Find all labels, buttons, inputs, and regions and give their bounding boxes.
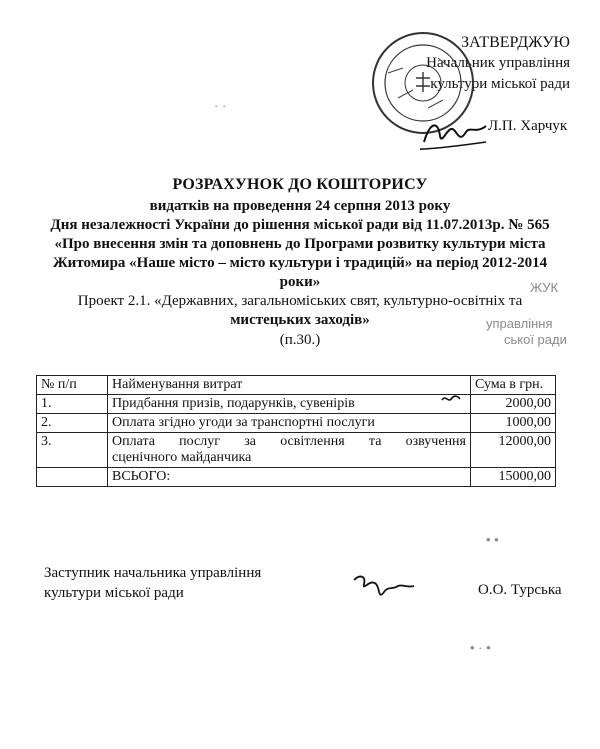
row-name: Оплата згідно угоди за транспортні послуги: [108, 414, 471, 433]
row-number: 2.: [37, 414, 108, 433]
row-sum: 2000,00: [471, 395, 556, 414]
decorative-specks: • •: [486, 532, 499, 547]
footer-position: [44, 563, 261, 603]
table-row: [37, 433, 556, 468]
project-line-1: Проект 2.1. «Державних, загальноміських свят, культурно-освітніх та: [77, 293, 523, 309]
table-row: [37, 414, 556, 433]
total-label: ВСЬОГО:: [108, 468, 471, 487]
decorative-specks: · ·: [214, 98, 227, 113]
approval-title: ЗАТВЕРДЖУЮ: [461, 34, 570, 51]
row-sum: 12000,00: [471, 433, 556, 468]
table-header-row: [37, 376, 556, 395]
paragraph-ref: (п.30.): [279, 332, 321, 348]
header-line-2: Дня незалежності України до рішення міської ради від 11.07.2013р. № 565: [50, 217, 550, 233]
approval-signer: Л.П. Харчук: [488, 118, 568, 134]
header-line-1: видатків на проведення 24 серпня 2013 року: [149, 198, 451, 214]
bleed-text-2: управління: [486, 316, 553, 331]
bleed-text-1: ЖУК: [530, 280, 559, 295]
header-sum: Сума в грн.: [471, 376, 556, 395]
approval-position-line1: Начальник управління: [426, 55, 570, 71]
pen-check-mark: [440, 390, 462, 408]
row-number: 3.: [37, 433, 108, 468]
row-name-line-1: Оплата послуг за освітлення та озвучення: [112, 434, 466, 449]
header-line-5: роки»: [279, 274, 321, 290]
total-sum: 15000,00: [471, 468, 556, 487]
footer-signer: О.О. Турська: [478, 582, 562, 598]
row-name: Придбання призів, подарунків, сувенірів: [108, 395, 471, 414]
bleed-text-3: ської ради: [504, 332, 567, 347]
row-sum: 1000,00: [471, 414, 556, 433]
footer-position-line1: Заступник начальника управління: [44, 565, 262, 581]
table-row: [37, 395, 556, 414]
budget-table: [36, 375, 556, 487]
header-name: Найменування витрат: [108, 376, 471, 395]
total-empty-cell: [37, 468, 108, 487]
handwritten-signature: [420, 112, 490, 152]
document-title: РОЗРАХУНОК ДО КОШТОРИСУ: [172, 176, 428, 193]
approval-position-line2: культури міської ради: [430, 76, 570, 92]
table-total-row: [37, 468, 556, 487]
header-number: № п/п: [37, 376, 108, 395]
header-line-3: «Про внесення змін та доповнень до Програми розвитку культури міста: [54, 236, 546, 252]
row-name: [108, 433, 471, 468]
decorative-specks: • · •: [470, 640, 491, 655]
header-line-4: Житомира «Наше місто – місто культури і традицій» на період 2012-2014: [52, 255, 548, 271]
project-line-2: мистецьких заходів»: [230, 312, 370, 328]
footer-signature: [350, 570, 420, 606]
row-name-line-2: сценічного майданчика: [112, 450, 252, 465]
footer-position-line2: культури міської ради: [44, 585, 184, 601]
row-number: 1.: [37, 395, 108, 414]
